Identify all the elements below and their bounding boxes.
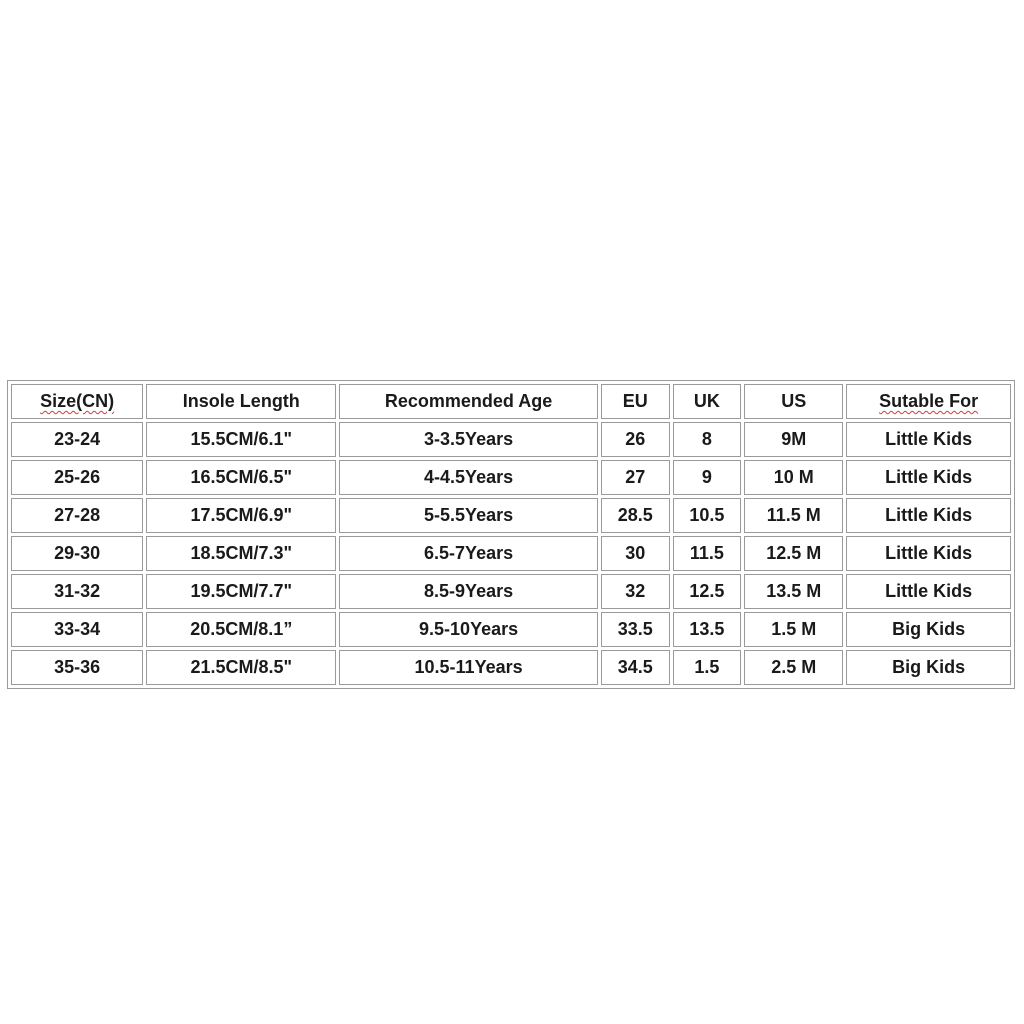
cell-eu: 27: [601, 460, 670, 495]
table-row: [11, 650, 1011, 685]
cell-suitable-for: Little Kids: [846, 498, 1011, 533]
header-eu: EU: [601, 384, 670, 419]
table-row: [11, 422, 1011, 457]
header-uk: UK: [673, 384, 742, 419]
cell-us: 9M: [744, 422, 843, 457]
cell-eu: 32: [601, 574, 670, 609]
cell-insole-length: 17.5CM/6.9": [146, 498, 336, 533]
cell-recommended-age: 10.5-11Years: [339, 650, 598, 685]
cell-insole-length: 19.5CM/7.7": [146, 574, 336, 609]
table-header-row: [11, 384, 1011, 419]
cell-us: 1.5 M: [744, 612, 843, 647]
cell-uk: 8: [673, 422, 742, 457]
table-row: [11, 460, 1011, 495]
table-row: [11, 498, 1011, 533]
cell-suitable-for: Big Kids: [846, 612, 1011, 647]
cell-suitable-for: Big Kids: [846, 650, 1011, 685]
cell-size-cn: 25-26: [11, 460, 143, 495]
cell-eu: 34.5: [601, 650, 670, 685]
cell-size-cn: 31-32: [11, 574, 143, 609]
cell-insole-length: 18.5CM/7.3": [146, 536, 336, 571]
cell-uk: 13.5: [673, 612, 742, 647]
cell-suitable-for: Little Kids: [846, 460, 1011, 495]
cell-insole-length: 15.5CM/6.1": [146, 422, 336, 457]
cell-uk: 11.5: [673, 536, 742, 571]
cell-us: 2.5 M: [744, 650, 843, 685]
cell-recommended-age: 8.5-9Years: [339, 574, 598, 609]
cell-us: 12.5 M: [744, 536, 843, 571]
cell-insole-length: 16.5CM/6.5": [146, 460, 336, 495]
cell-us: 10 M: [744, 460, 843, 495]
cell-uk: 9: [673, 460, 742, 495]
header-insole-length: Insole Length: [146, 384, 336, 419]
cell-eu: 33.5: [601, 612, 670, 647]
cell-eu: 28.5: [601, 498, 670, 533]
cell-recommended-age: 5-5.5Years: [339, 498, 598, 533]
cell-insole-length: 20.5CM/8.1”: [146, 612, 336, 647]
size-chart-table: [7, 380, 1015, 689]
header-us: US: [744, 384, 843, 419]
cell-uk: 1.5: [673, 650, 742, 685]
cell-size-cn: 33-34: [11, 612, 143, 647]
cell-us: 13.5 M: [744, 574, 843, 609]
cell-size-cn: 23-24: [11, 422, 143, 457]
cell-suitable-for: Little Kids: [846, 422, 1011, 457]
cell-eu: 26: [601, 422, 670, 457]
header-size-cn: Size(CN): [11, 384, 143, 419]
cell-insole-length: 21.5CM/8.5": [146, 650, 336, 685]
cell-recommended-age: 4-4.5Years: [339, 460, 598, 495]
cell-suitable-for: Little Kids: [846, 536, 1011, 571]
cell-eu: 30: [601, 536, 670, 571]
cell-size-cn: 35-36: [11, 650, 143, 685]
cell-suitable-for: Little Kids: [846, 574, 1011, 609]
cell-uk: 12.5: [673, 574, 742, 609]
cell-uk: 10.5: [673, 498, 742, 533]
cell-recommended-age: 6.5-7Years: [339, 536, 598, 571]
cell-size-cn: 29-30: [11, 536, 143, 571]
cell-size-cn: 27-28: [11, 498, 143, 533]
cell-recommended-age: 9.5-10Years: [339, 612, 598, 647]
header-suitable-for: Sutable For: [846, 384, 1011, 419]
cell-us: 11.5 M: [744, 498, 843, 533]
table-row: [11, 574, 1011, 609]
cell-recommended-age: 3-3.5Years: [339, 422, 598, 457]
header-recommended-age: Recommended Age: [339, 384, 598, 419]
table-row: [11, 536, 1011, 571]
table-row: [11, 612, 1011, 647]
